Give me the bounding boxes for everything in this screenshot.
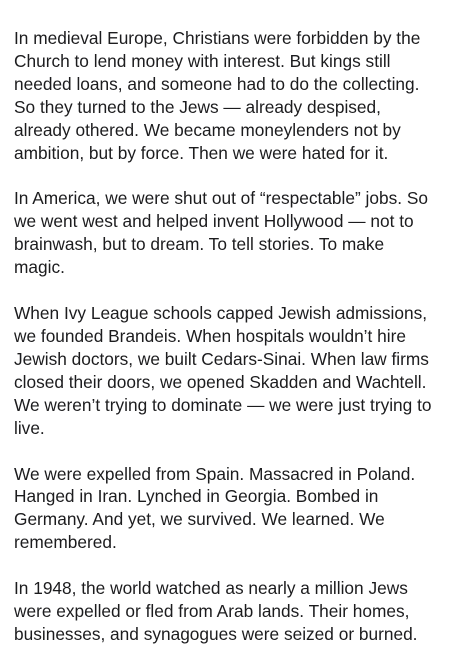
paragraph-1948: In 1948, the world watched as nearly a million Jews were expelled or fled from Arab lands. Their homes, businesses, and synagogues were seized or burned.: [14, 578, 418, 644]
paragraph-medieval-europe: In medieval Europe, Christians were forbidden by the Church to lend money with interest. But kings still needed loans, and someone had to do the collecting. So they turned to the Jews — already despised, already othered. We became moneylenders not by ambition, but by force. Then we were hated for it.: [14, 28, 421, 163]
paragraph-persecution: We were expelled from Spain. Massacred in Poland. Hanged in Iran. Lynched in Georgia. Bombed in Germany. And yet, we survived. We learned. We remembered.: [14, 463, 416, 553]
paragraph-institutions: When Ivy League schools capped Jewish admissions, we founded Brandeis. When hospitals wouldn’t hire Jewish doctors, we built Cedars-Sinai. When law firms closed their doors, we opened Skadden and Wachtell. We weren’t trying to dominate — we were just trying to live.: [14, 303, 432, 438]
paragraph-america-hollywood: In America, we were shut out of “respectable” jobs. So we went west and helped invent Hollywood — not to brainwash, but to dream. To tell stories. To make magic.: [14, 188, 428, 278]
